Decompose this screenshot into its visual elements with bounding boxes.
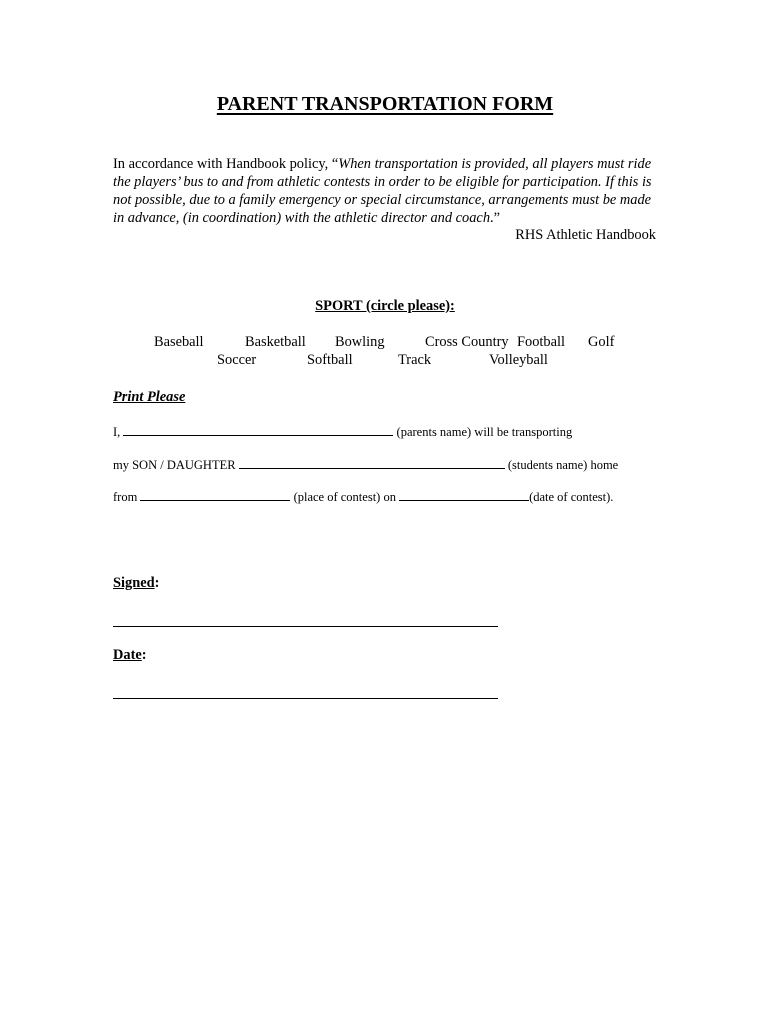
line2-suffix: (students name) home: [507, 458, 619, 472]
sport-option-bowling[interactable]: Bowling: [335, 334, 385, 350]
date-of-contest-field[interactable]: [399, 490, 529, 501]
signed-label: [113, 575, 159, 592]
sport-option-basketball[interactable]: Basketball: [245, 334, 306, 350]
line1-suffix: (parents name) will be transporting: [396, 425, 573, 439]
policy-paragraph: [113, 155, 663, 227]
student-name-line: [113, 458, 618, 473]
sport-heading-text: SPORT (circle please):: [315, 298, 455, 314]
policy-quote: When transportation is provided, all players must ride the players’ bus to and from athletic contests in order to be eligible for participation. If this is not possible, due to a family emergency or special circumstance, arrangements must be made in advance, (in coordination) with the athletic director and coach: [113, 156, 652, 226]
parent-name-line: [113, 425, 572, 440]
line3-middle: (place of contest) on: [293, 490, 396, 504]
contest-details-line: [113, 490, 613, 505]
sport-heading: [0, 298, 770, 315]
date-label-text: Date: [113, 647, 142, 663]
signature-field[interactable]: [113, 626, 498, 627]
policy-end: .”: [490, 210, 501, 226]
date-label-colon: :: [141, 647, 147, 663]
line2-prefix: my SON / DAUGHTER: [113, 458, 236, 472]
signed-label-colon: :: [154, 575, 160, 591]
place-of-contest-field[interactable]: [140, 490, 290, 501]
line1-prefix: I,: [113, 425, 121, 439]
form-title: PARENT TRANSPORTATION FORM: [216, 93, 554, 115]
sport-option-volleyball[interactable]: Volleyball: [489, 352, 548, 368]
line3-prefix: from: [113, 490, 138, 504]
policy-source: RHS Athletic Handbook: [515, 227, 656, 243]
parent-name-field[interactable]: [123, 425, 393, 436]
sport-option-soccer[interactable]: Soccer: [217, 352, 257, 368]
policy-intro: In accordance with Handbook policy, “: [113, 156, 339, 172]
print-please-label: Print Please: [113, 389, 186, 405]
date-field[interactable]: [113, 698, 498, 699]
line3-suffix: (date of contest).: [529, 490, 614, 504]
sport-option-baseball[interactable]: Baseball: [154, 334, 204, 350]
signed-label-text: Signed: [113, 575, 155, 591]
sport-option-cross-country[interactable]: Cross Country: [425, 334, 509, 350]
date-label: [113, 647, 147, 664]
sport-option-track[interactable]: Track: [398, 352, 432, 368]
sport-option-softball[interactable]: Softball: [307, 352, 353, 368]
sport-option-football[interactable]: Football: [517, 334, 565, 350]
sport-option-golf[interactable]: Golf: [588, 334, 615, 350]
student-name-field[interactable]: [239, 458, 505, 469]
